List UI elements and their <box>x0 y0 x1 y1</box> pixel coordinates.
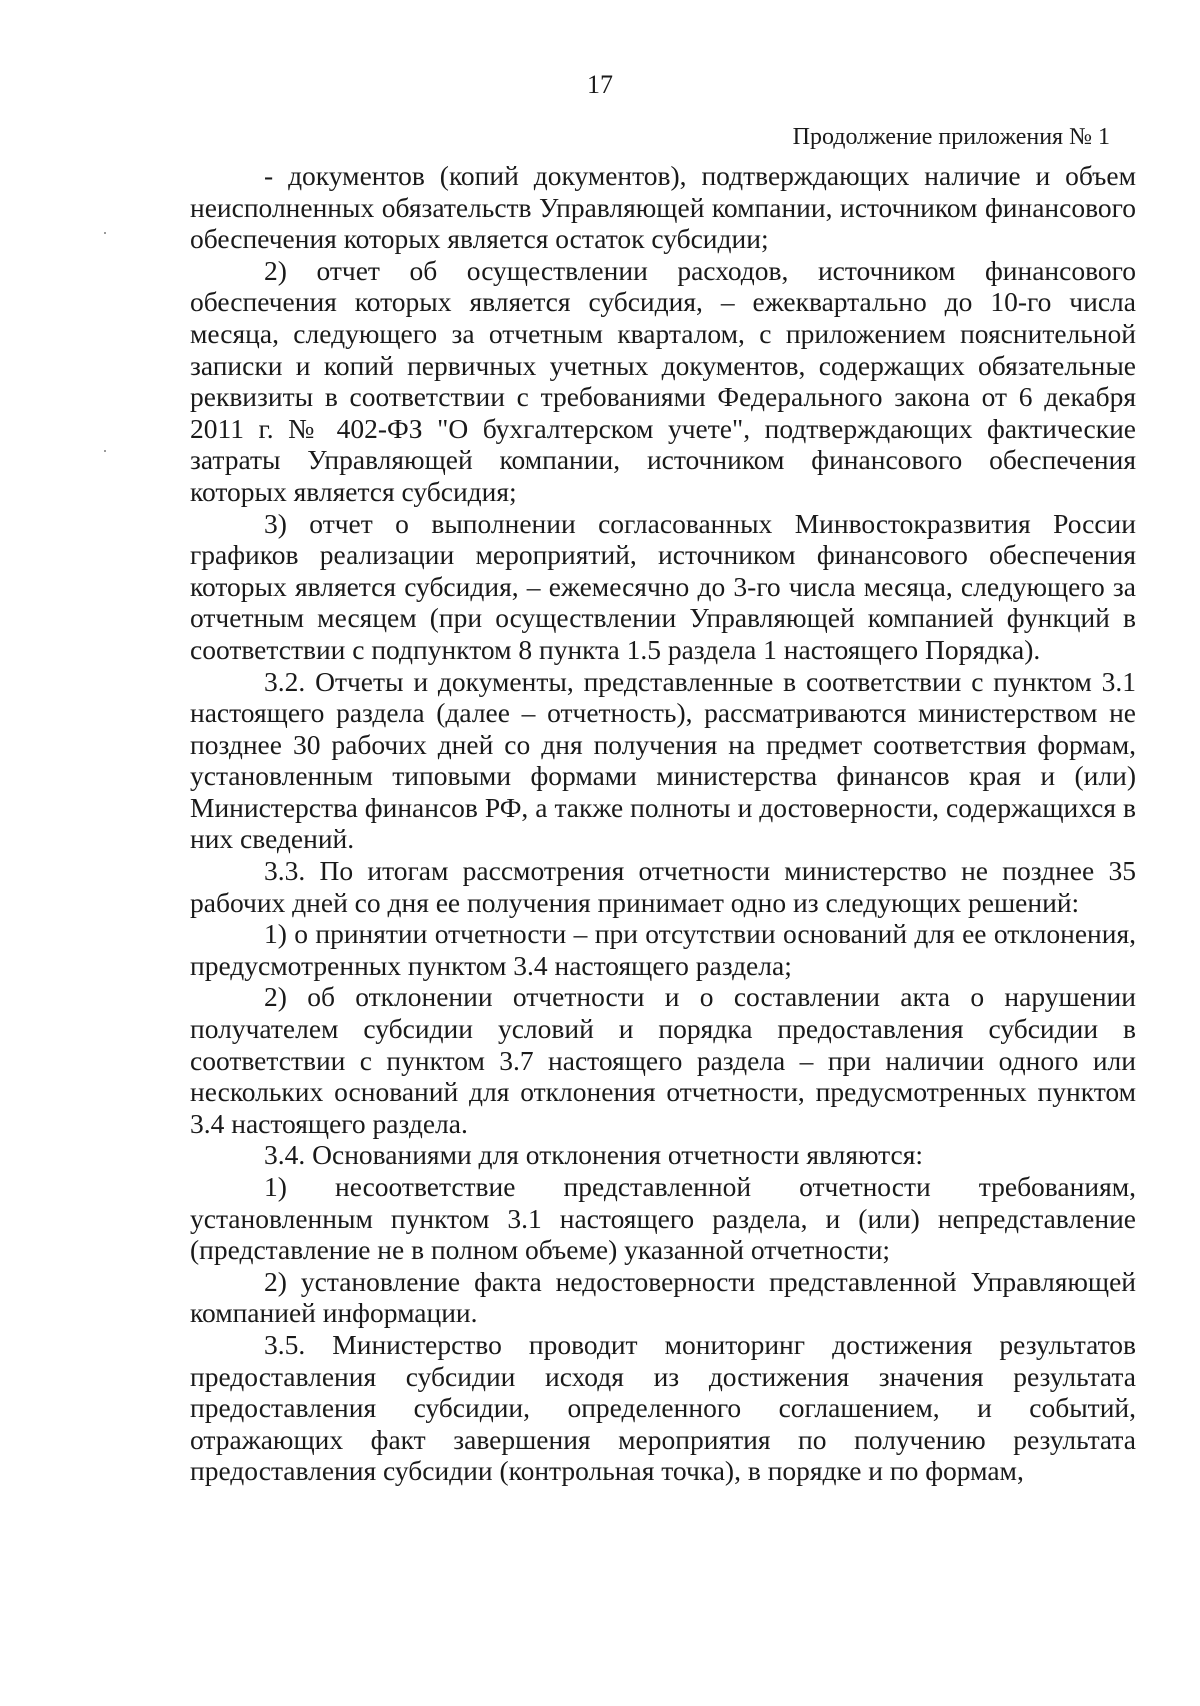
paragraph-documents-remainder: - документов (копий документов), подтверждающих наличие и объем неисполненных обязательств Управляющей компании, источником финансового обеспечения которых является остаток субсидии; <box>190 160 1136 255</box>
scan-dust-mark <box>104 232 106 234</box>
paragraph-report-expenses: 2) отчет об осуществлении расходов, источником финансового обеспечения которых является субсидия, – ежеквартально до 10-го числа месяца, следующего за отчетным кварталом, с приложением пояснительной записки и копий первичных учетных документов, содержащих обязательные реквизиты в соответствии с требованиями Федерального закона от 6 декабря 2011 г. № 402-ФЗ "О бухгалтерском учете", подтверждающих фактические затраты Управляющей компании, источником финансового обеспечения которых является субсидия; <box>190 254 1136 507</box>
page-number: 17 <box>587 70 613 99</box>
paragraph-3-4: 3.4. Основаниями для отклонения отчетности являются: <box>264 1139 924 1171</box>
paragraph-3-5: 3.5. Министерство проводит мониторинг достижения результатов предоставления субсидии исходя из достижения значения результата предоставления субсидии, определенного соглашением, и событий, отражающих факт завершения мероприятия по получению результата предоставления субсидии (контрольная точка), в порядке и по формам, <box>190 1328 1136 1487</box>
document-body <box>190 160 1136 1487</box>
scan-dust-mark <box>104 450 106 452</box>
paragraph-3-2: 3.2. Отчеты и документы, представленные в соответствии с пунктом 3.1 настоящего раздела (далее – отчетность), рассматриваются министерством не позднее 30 рабочих дней со дня получения на предмет соответствия формам, установленным типовыми формами министерства финансов края и (или) Министерства финансов РФ, а также полноты и достоверности, содержащихся в них сведений. <box>190 665 1136 855</box>
appendix-continuation-note: Продолжение приложения № 1 <box>792 124 1110 150</box>
paragraph-3-4-item-1: 1) несоответствие представленной отчетности требованиям, установленным пунктом 3.1 настоящего раздела, и (или) непредставление (представление не в полном объеме) указанной отчетности; <box>190 1171 1136 1266</box>
paragraph-3-4-item-2: 2) установление факта недостоверности представленной Управляющей компанией информации. <box>190 1265 1136 1329</box>
paragraph-3-3: 3.3. По итогам рассмотрения отчетности министерство не позднее 35 рабочих дней со дня ее получения принимает одно из следующих решений: <box>190 855 1136 918</box>
paragraph-3-3-item-1: 1) о принятии отчетности – при отсутствии оснований для ее отклонения, предусмотренных пунктом 3.4 настоящего раздела; <box>190 918 1136 981</box>
paragraph-3-3-item-2: 2) об отклонении отчетности и о составлении акта о нарушении получателем субсидии условий и порядка предоставления субсидии в соответствии с пунктом 3.7 настоящего раздела – при наличии одного или нескольких оснований для отклонения отчетности, предусмотренных пунктом 3.4 настоящего раздела. <box>190 981 1136 1139</box>
paragraph-report-schedules: 3) отчет о выполнении согласованных Минвостокразвития России графиков реализации мероприятий, источником финансового обеспечения которых является субсидия, – ежемесячно до 3-го числа месяца, следующего за отчетным месяцем (при осуществлении Управляющей компанией функций в соответствии с подпунктом 8 пункта 1.5 раздела 1 настоящего Порядка). <box>190 507 1136 665</box>
